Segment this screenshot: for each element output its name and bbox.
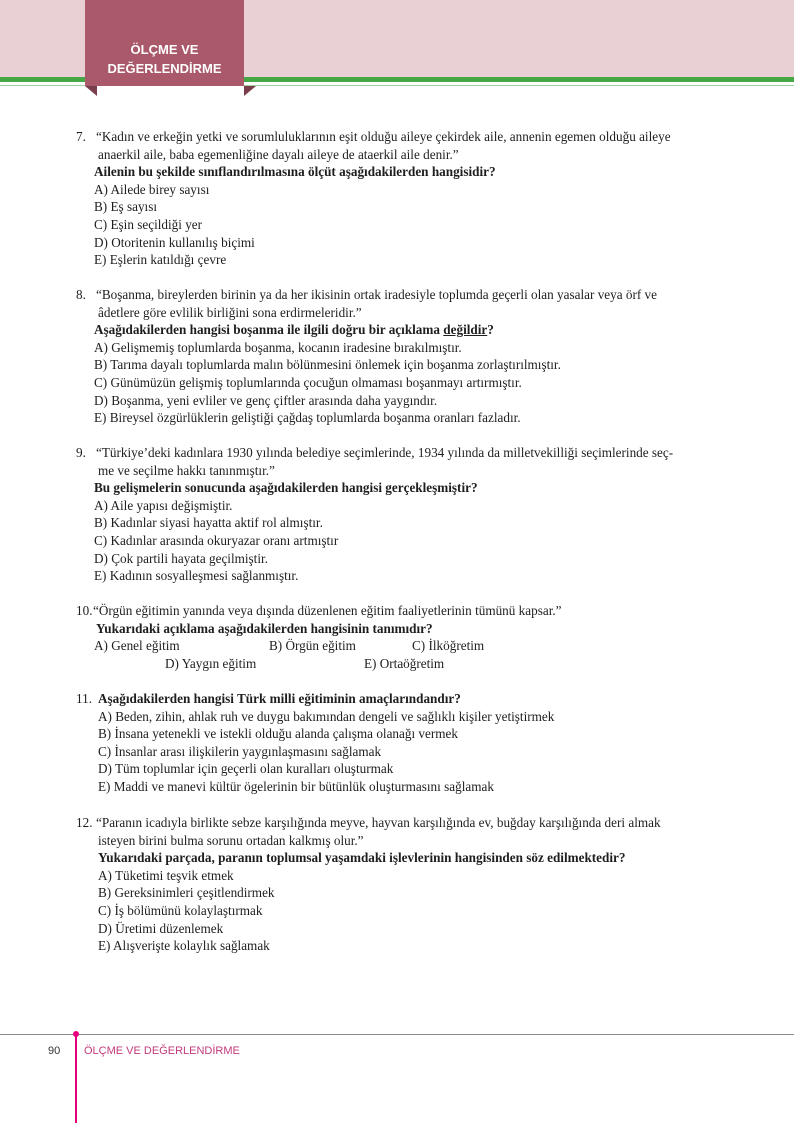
option-c[interactable]: C) Günümüzün gelişmiş toplumlarında çocuğun olmaması boşanmayı artırmıştır. (94, 374, 522, 390)
prompt-negation: değildir (443, 322, 488, 338)
option-b[interactable]: B) Örgün eğitim (269, 638, 356, 654)
option-a[interactable]: A) Beden, zihin, ahlak ruh ve duygu bakımından dengeli ve sağlıklı kişiler yetiştirmek (98, 708, 555, 724)
question-9 (76, 444, 726, 585)
option-d[interactable]: D) Yaygın eğitim (165, 655, 257, 671)
footer-margin-line (75, 1034, 77, 1123)
option-c[interactable]: C) Kadınlar arasında okuryazar oranı artmıştır (94, 532, 339, 548)
page-number: 90 (48, 1045, 61, 1057)
prompt-text: Aşağıdakilerden hangisi boşanma ile ilgili doğru bir açıklama (94, 322, 444, 338)
question-11 (76, 690, 726, 796)
question-stem: “Türkiye’deki kadınlara 1930 yılında belediye seçimlerinde, 1934 yılında da milletvekilliği seçimlerinde seç- (96, 445, 674, 460)
question-stem-cont: isteyen birini bulma sorunu ortadan kalkmış olur.” (98, 832, 364, 848)
option-b[interactable]: B) Tarıma dayalı toplumlarda malın bölünmesini önlemek için boşanma zorlaştırılmıştır. (94, 357, 561, 373)
section-tab-line2: DEĞERLENDİRME (107, 61, 222, 76)
question-number: 11. (76, 691, 92, 706)
question-number: 7. (76, 129, 86, 144)
question-10 (76, 602, 726, 672)
question-prompt: Aşağıdakilerden hangisi Türk milli eğitiminin amaçlarındandır? (98, 691, 461, 706)
option-b[interactable]: B) Eş sayısı (94, 199, 158, 215)
question-stem-cont: âdetlere göre evlilik birliğini sona erdirmeleridir.” (98, 304, 362, 320)
question-8 (76, 286, 726, 427)
option-e[interactable]: E) Ortaöğretim (364, 655, 445, 671)
option-b[interactable]: B) Gereksinimleri çeşitlendirmek (98, 885, 275, 901)
question-prompt: Bu gelişmelerin sonucunda aşağıdakilerden hangisi gerçekleşmiştir? (94, 480, 478, 496)
option-a[interactable]: A) Gelişmemiş toplumlarda boşanma, kocanın iradesine bırakılmıştır. (94, 339, 462, 355)
question-number: 12. (76, 815, 93, 830)
option-e[interactable]: E) Alışverişte kolaylık sağlamak (98, 938, 270, 954)
question-prompt: Yukarıdaki açıklama aşağıdakilerden hangisinin tanımıdır? (96, 620, 433, 636)
section-tab-line1: ÖLÇME VE (130, 42, 199, 57)
question-stem-cont: me ve seçilme hakkı tanınmıştır.” (98, 462, 275, 478)
prompt-mark: ? (487, 322, 494, 338)
section-tab (85, 0, 244, 86)
question-12 (76, 814, 726, 955)
question-stem: “Paranın icadıyla birlikte sebze karşılığında meyve, hayvan karşılığında ev, buğday karşılığında deri almak (96, 815, 661, 830)
options-row-1 (76, 637, 726, 655)
option-e[interactable]: E) Kadının sosyalleşmesi sağlanmıştır. (94, 568, 299, 584)
option-d[interactable]: D) Çok partili hayata geçilmiştir. (94, 550, 268, 566)
footer-rule (0, 1034, 794, 1035)
question-stem: “Kadın ve erkeğin yetki ve sorumluluklarının eşit olduğu aileye çekirdek aile, annenin egemen olduğu aileye (96, 129, 671, 144)
option-d[interactable]: D) Otoritenin kullanılış biçimi (94, 234, 255, 250)
question-prompt: Yukarıdaki parçada, paranın toplumsal yaşamdaki işlevlerinin hangisinden söz edilmektedir? (98, 850, 626, 866)
question-number: 9. (76, 445, 86, 460)
option-d[interactable]: D) Tüm toplumlar için geçerli olan kuralları oluşturmak (98, 761, 394, 777)
option-a[interactable]: A) Aile yapısı değişmiştir. (94, 497, 233, 513)
question-stem: “Boşanma, bireylerden birinin ya da her ikisinin ortak iradesiyle toplumda geçerli olan yasalar veya örf ve (96, 287, 658, 302)
footer-section-label: ÖLÇME VE DEĞERLENDİRME (84, 1045, 240, 1057)
option-a[interactable]: A) Tüketimi teşvik etmek (98, 867, 234, 883)
option-a[interactable]: A) Ailede birey sayısı (94, 181, 210, 197)
option-c[interactable]: C) İlköğretim (412, 638, 485, 654)
option-e[interactable]: E) Bireysel özgürlüklerin geliştiği çağdaş toplumlarda boşanma oranları fazladır. (94, 410, 521, 426)
option-a[interactable]: A) Genel eğitim (94, 638, 180, 654)
options-row-2 (76, 655, 726, 673)
option-c[interactable]: C) İnsanlar arası ilişkilerin yaygınlaşmasını sağlamak (98, 743, 382, 759)
question-prompt (94, 321, 726, 339)
question-7 (76, 128, 726, 269)
footer-dot (73, 1031, 79, 1037)
question-number: 10. (76, 603, 93, 618)
option-b[interactable]: B) Kadınlar siyasi hayatta aktif rol almıştır. (94, 515, 323, 531)
option-e[interactable]: E) Eşlerin katıldığı çevre (94, 252, 227, 268)
option-d[interactable]: D) Boşanma, yeni evliler ve genç çiftler arasında daha yaygındır. (94, 392, 438, 408)
option-d[interactable]: D) Üretimi düzenlemek (98, 920, 224, 936)
option-c[interactable]: C) İş bölümünü kolaylaştırmak (98, 902, 263, 918)
question-prompt: Ailenin bu şekilde sınıflandırılmasına ölçüt aşağıdakilerden hangisidir? (94, 164, 496, 180)
question-number: 8. (76, 287, 86, 302)
option-c[interactable]: C) Eşin seçildiği yer (94, 216, 203, 232)
question-stem-cont: anaerkil aile, baba egemenliğine dayalı aileye de ataerkil aile denir.” (98, 146, 459, 162)
option-e[interactable]: E) Maddi ve manevi kültür ögelerinin bir bütünlük oluşturmasını sağlamak (98, 778, 494, 794)
option-b[interactable]: B) İnsana yetenekli ve istekli olduğu alanda çalışma olanağı vermek (98, 726, 458, 742)
question-stem: “Örgün eğitimin yanında veya dışında düzenlenen eğitim faaliyetlerinin tümünü kapsar.” (93, 603, 562, 618)
